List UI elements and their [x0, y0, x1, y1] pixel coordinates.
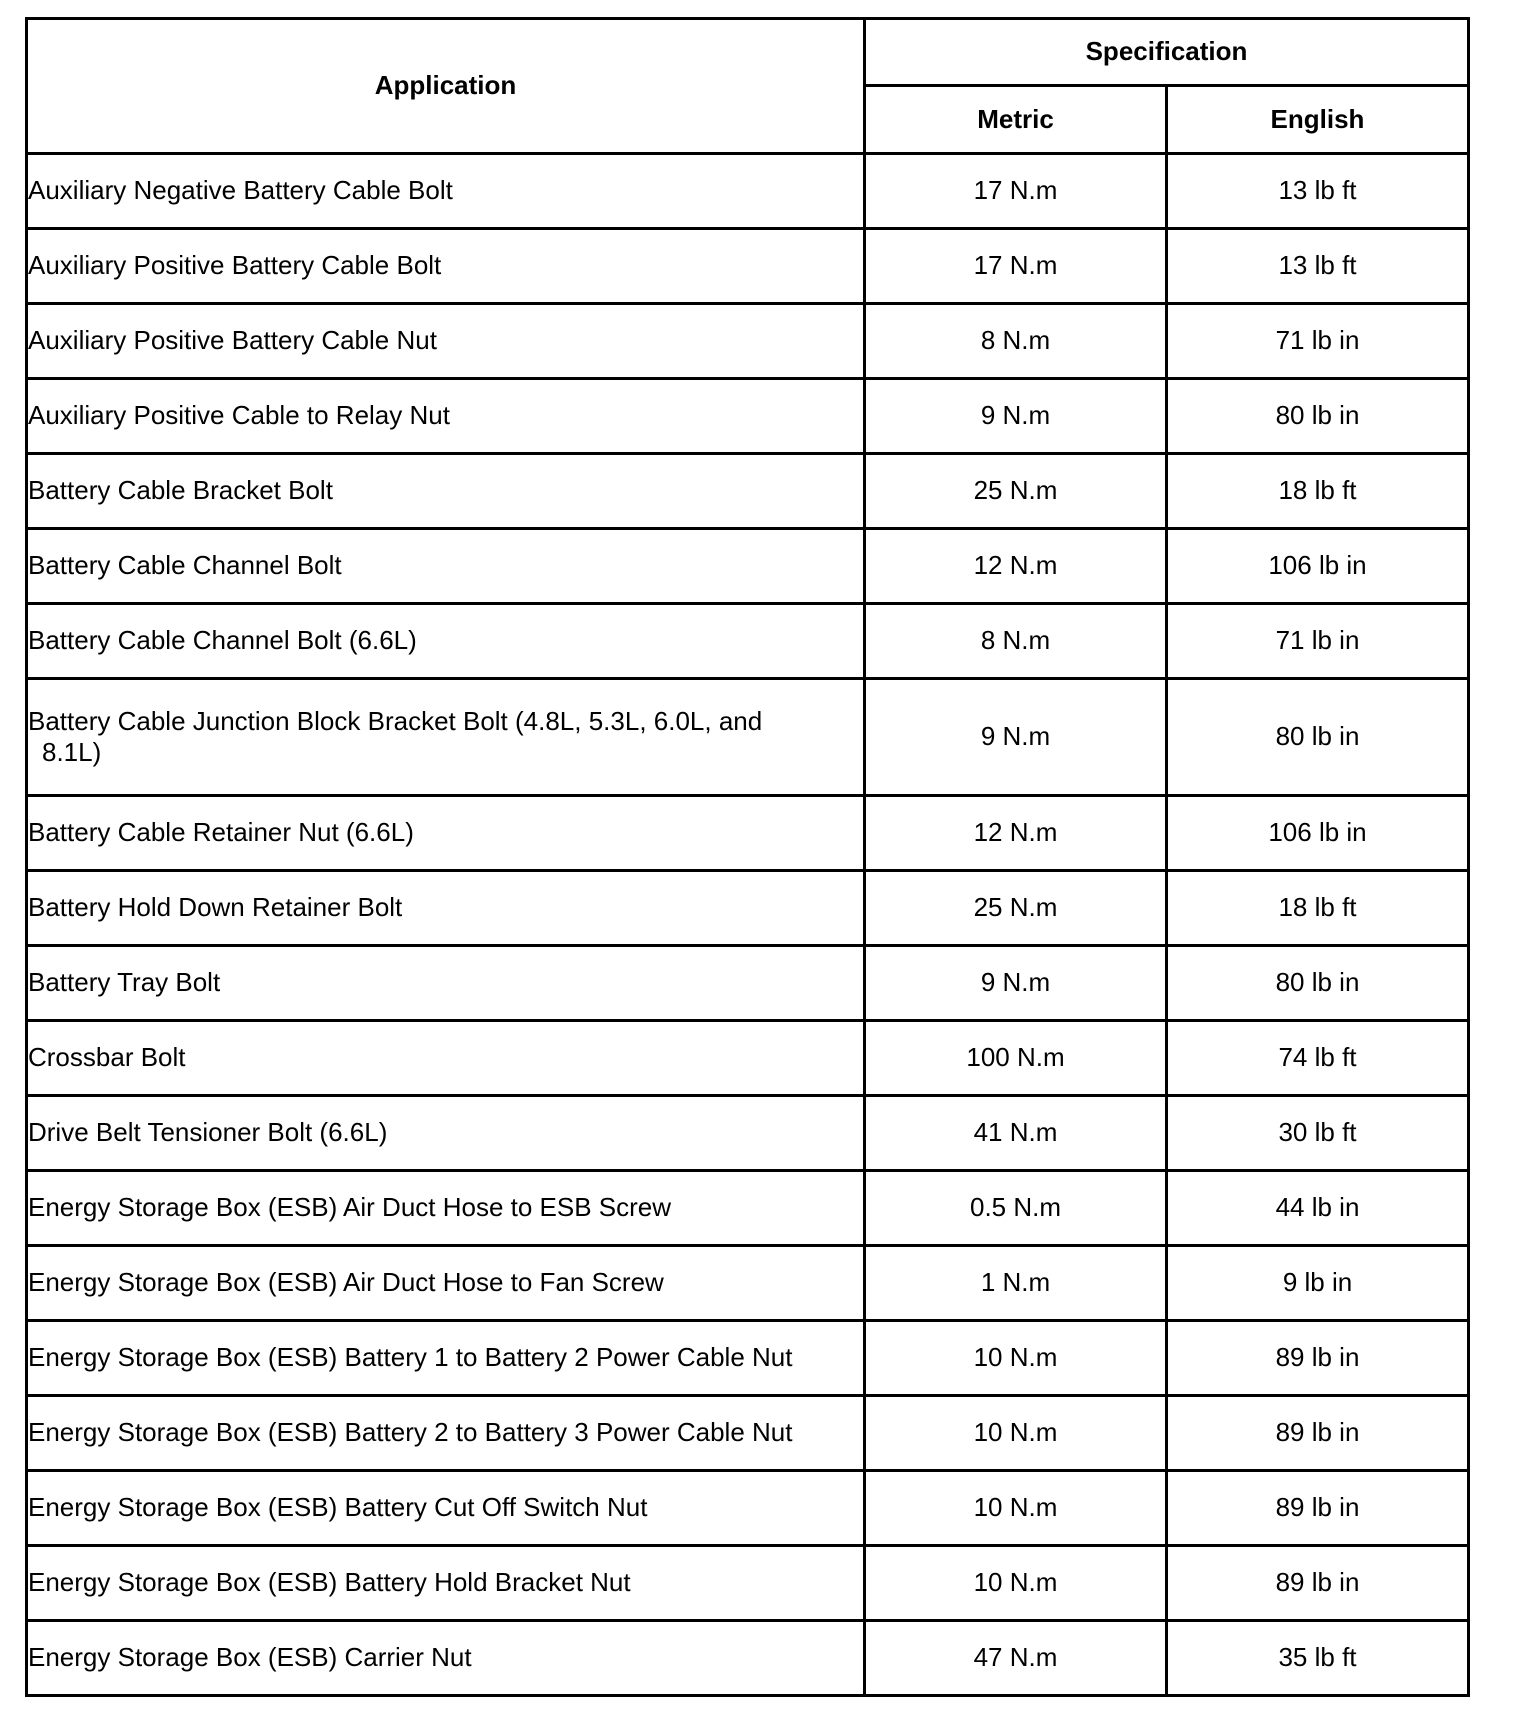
- metric-cell: 9 N.m: [865, 679, 1167, 796]
- table-body: [27, 154, 1469, 1696]
- english-cell: 71 lb in: [1167, 304, 1469, 379]
- application-cell: Drive Belt Tensioner Bolt (6.6L): [27, 1096, 865, 1171]
- english-cell: 106 lb in: [1167, 529, 1469, 604]
- metric-cell: 10 N.m: [865, 1321, 1167, 1396]
- specification-header: Specification: [865, 19, 1469, 86]
- metric-cell: 17 N.m: [865, 229, 1167, 304]
- metric-cell: 25 N.m: [865, 454, 1167, 529]
- english-cell: 89 lb in: [1167, 1546, 1469, 1621]
- torque-spec-table: [25, 17, 1470, 1697]
- metric-cell: 8 N.m: [865, 604, 1167, 679]
- metric-cell: 8 N.m: [865, 304, 1167, 379]
- application-cell: Auxiliary Positive Battery Cable Bolt: [27, 229, 865, 304]
- application-cell: Energy Storage Box (ESB) Carrier Nut: [27, 1621, 865, 1696]
- english-cell: 13 lb ft: [1167, 154, 1469, 229]
- metric-header: Metric: [865, 86, 1167, 154]
- english-cell: 80 lb in: [1167, 379, 1469, 454]
- table-row: [27, 871, 1469, 946]
- application-cell: Battery Cable Bracket Bolt: [27, 454, 865, 529]
- metric-cell: 12 N.m: [865, 796, 1167, 871]
- table-row: [27, 229, 1469, 304]
- table-row: [27, 1246, 1469, 1321]
- english-cell: 9 lb in: [1167, 1246, 1469, 1321]
- table-row: [27, 529, 1469, 604]
- metric-cell: 100 N.m: [865, 1021, 1167, 1096]
- application-cell: Battery Cable Channel Bolt (6.6L): [27, 604, 865, 679]
- application-cell: Battery Tray Bolt: [27, 946, 865, 1021]
- metric-cell: 12 N.m: [865, 529, 1167, 604]
- english-cell: 13 lb ft: [1167, 229, 1469, 304]
- table-row: [27, 1321, 1469, 1396]
- english-cell: 44 lb in: [1167, 1171, 1469, 1246]
- application-cell: Auxiliary Negative Battery Cable Bolt: [27, 154, 865, 229]
- metric-cell: 1 N.m: [865, 1246, 1167, 1321]
- metric-cell: 9 N.m: [865, 946, 1167, 1021]
- table-row: [27, 796, 1469, 871]
- english-cell: 106 lb in: [1167, 796, 1469, 871]
- english-cell: 71 lb in: [1167, 604, 1469, 679]
- application-cell: Energy Storage Box (ESB) Battery 2 to Battery 3 Power Cable Nut: [27, 1396, 865, 1471]
- application-cell: Energy Storage Box (ESB) Battery Cut Off Switch Nut: [27, 1471, 865, 1546]
- application-cell: Auxiliary Positive Battery Cable Nut: [27, 304, 865, 379]
- table-row: [27, 154, 1469, 229]
- table-row: [27, 1471, 1469, 1546]
- metric-cell: 41 N.m: [865, 1096, 1167, 1171]
- application-cell: [27, 679, 865, 796]
- table-header: [27, 19, 1469, 154]
- table-row: [27, 1396, 1469, 1471]
- table-row: [27, 1546, 1469, 1621]
- english-cell: 80 lb in: [1167, 946, 1469, 1021]
- application-cell: Energy Storage Box (ESB) Air Duct Hose to ESB Screw: [27, 1171, 865, 1246]
- english-cell: 35 lb ft: [1167, 1621, 1469, 1696]
- table-row: [27, 379, 1469, 454]
- application-cell: Energy Storage Box (ESB) Air Duct Hose to Fan Screw: [27, 1246, 865, 1321]
- english-cell: 80 lb in: [1167, 679, 1469, 796]
- metric-cell: 10 N.m: [865, 1546, 1167, 1621]
- metric-cell: 17 N.m: [865, 154, 1167, 229]
- metric-cell: 25 N.m: [865, 871, 1167, 946]
- table-row: [27, 454, 1469, 529]
- english-cell: 18 lb ft: [1167, 454, 1469, 529]
- english-cell: 30 lb ft: [1167, 1096, 1469, 1171]
- metric-cell: 9 N.m: [865, 379, 1167, 454]
- table-row: [27, 946, 1469, 1021]
- english-cell: 89 lb in: [1167, 1321, 1469, 1396]
- english-cell: 89 lb in: [1167, 1396, 1469, 1471]
- table-row: [27, 304, 1469, 379]
- application-cell: Battery Hold Down Retainer Bolt: [27, 871, 865, 946]
- metric-cell: 10 N.m: [865, 1396, 1167, 1471]
- english-cell: 89 lb in: [1167, 1471, 1469, 1546]
- table-row: [27, 604, 1469, 679]
- application-cell: Auxiliary Positive Cable to Relay Nut: [27, 379, 865, 454]
- application-cell: Energy Storage Box (ESB) Battery 1 to Battery 2 Power Cable Nut: [27, 1321, 865, 1396]
- metric-cell: 0.5 N.m: [865, 1171, 1167, 1246]
- application-text-continued: 8.1L): [42, 737, 102, 767]
- table-row: [27, 1021, 1469, 1096]
- application-cell: Battery Cable Channel Bolt: [27, 529, 865, 604]
- application-cell: Energy Storage Box (ESB) Battery Hold Bracket Nut: [27, 1546, 865, 1621]
- application-text: Battery Cable Junction Block Bracket Bolt (4.8L, 5.3L, 6.0L, and: [28, 705, 763, 736]
- metric-cell: 47 N.m: [865, 1621, 1167, 1696]
- english-header: English: [1167, 86, 1469, 154]
- table-row: [27, 1096, 1469, 1171]
- table-row: [27, 1171, 1469, 1246]
- table-row: [27, 679, 1469, 796]
- application-header: Application: [27, 19, 865, 154]
- application-cell: Crossbar Bolt: [27, 1021, 865, 1096]
- english-cell: 18 lb ft: [1167, 871, 1469, 946]
- metric-cell: 10 N.m: [865, 1471, 1167, 1546]
- application-cell: Battery Cable Retainer Nut (6.6L): [27, 796, 865, 871]
- table-row: [27, 1621, 1469, 1696]
- english-cell: 74 lb ft: [1167, 1021, 1469, 1096]
